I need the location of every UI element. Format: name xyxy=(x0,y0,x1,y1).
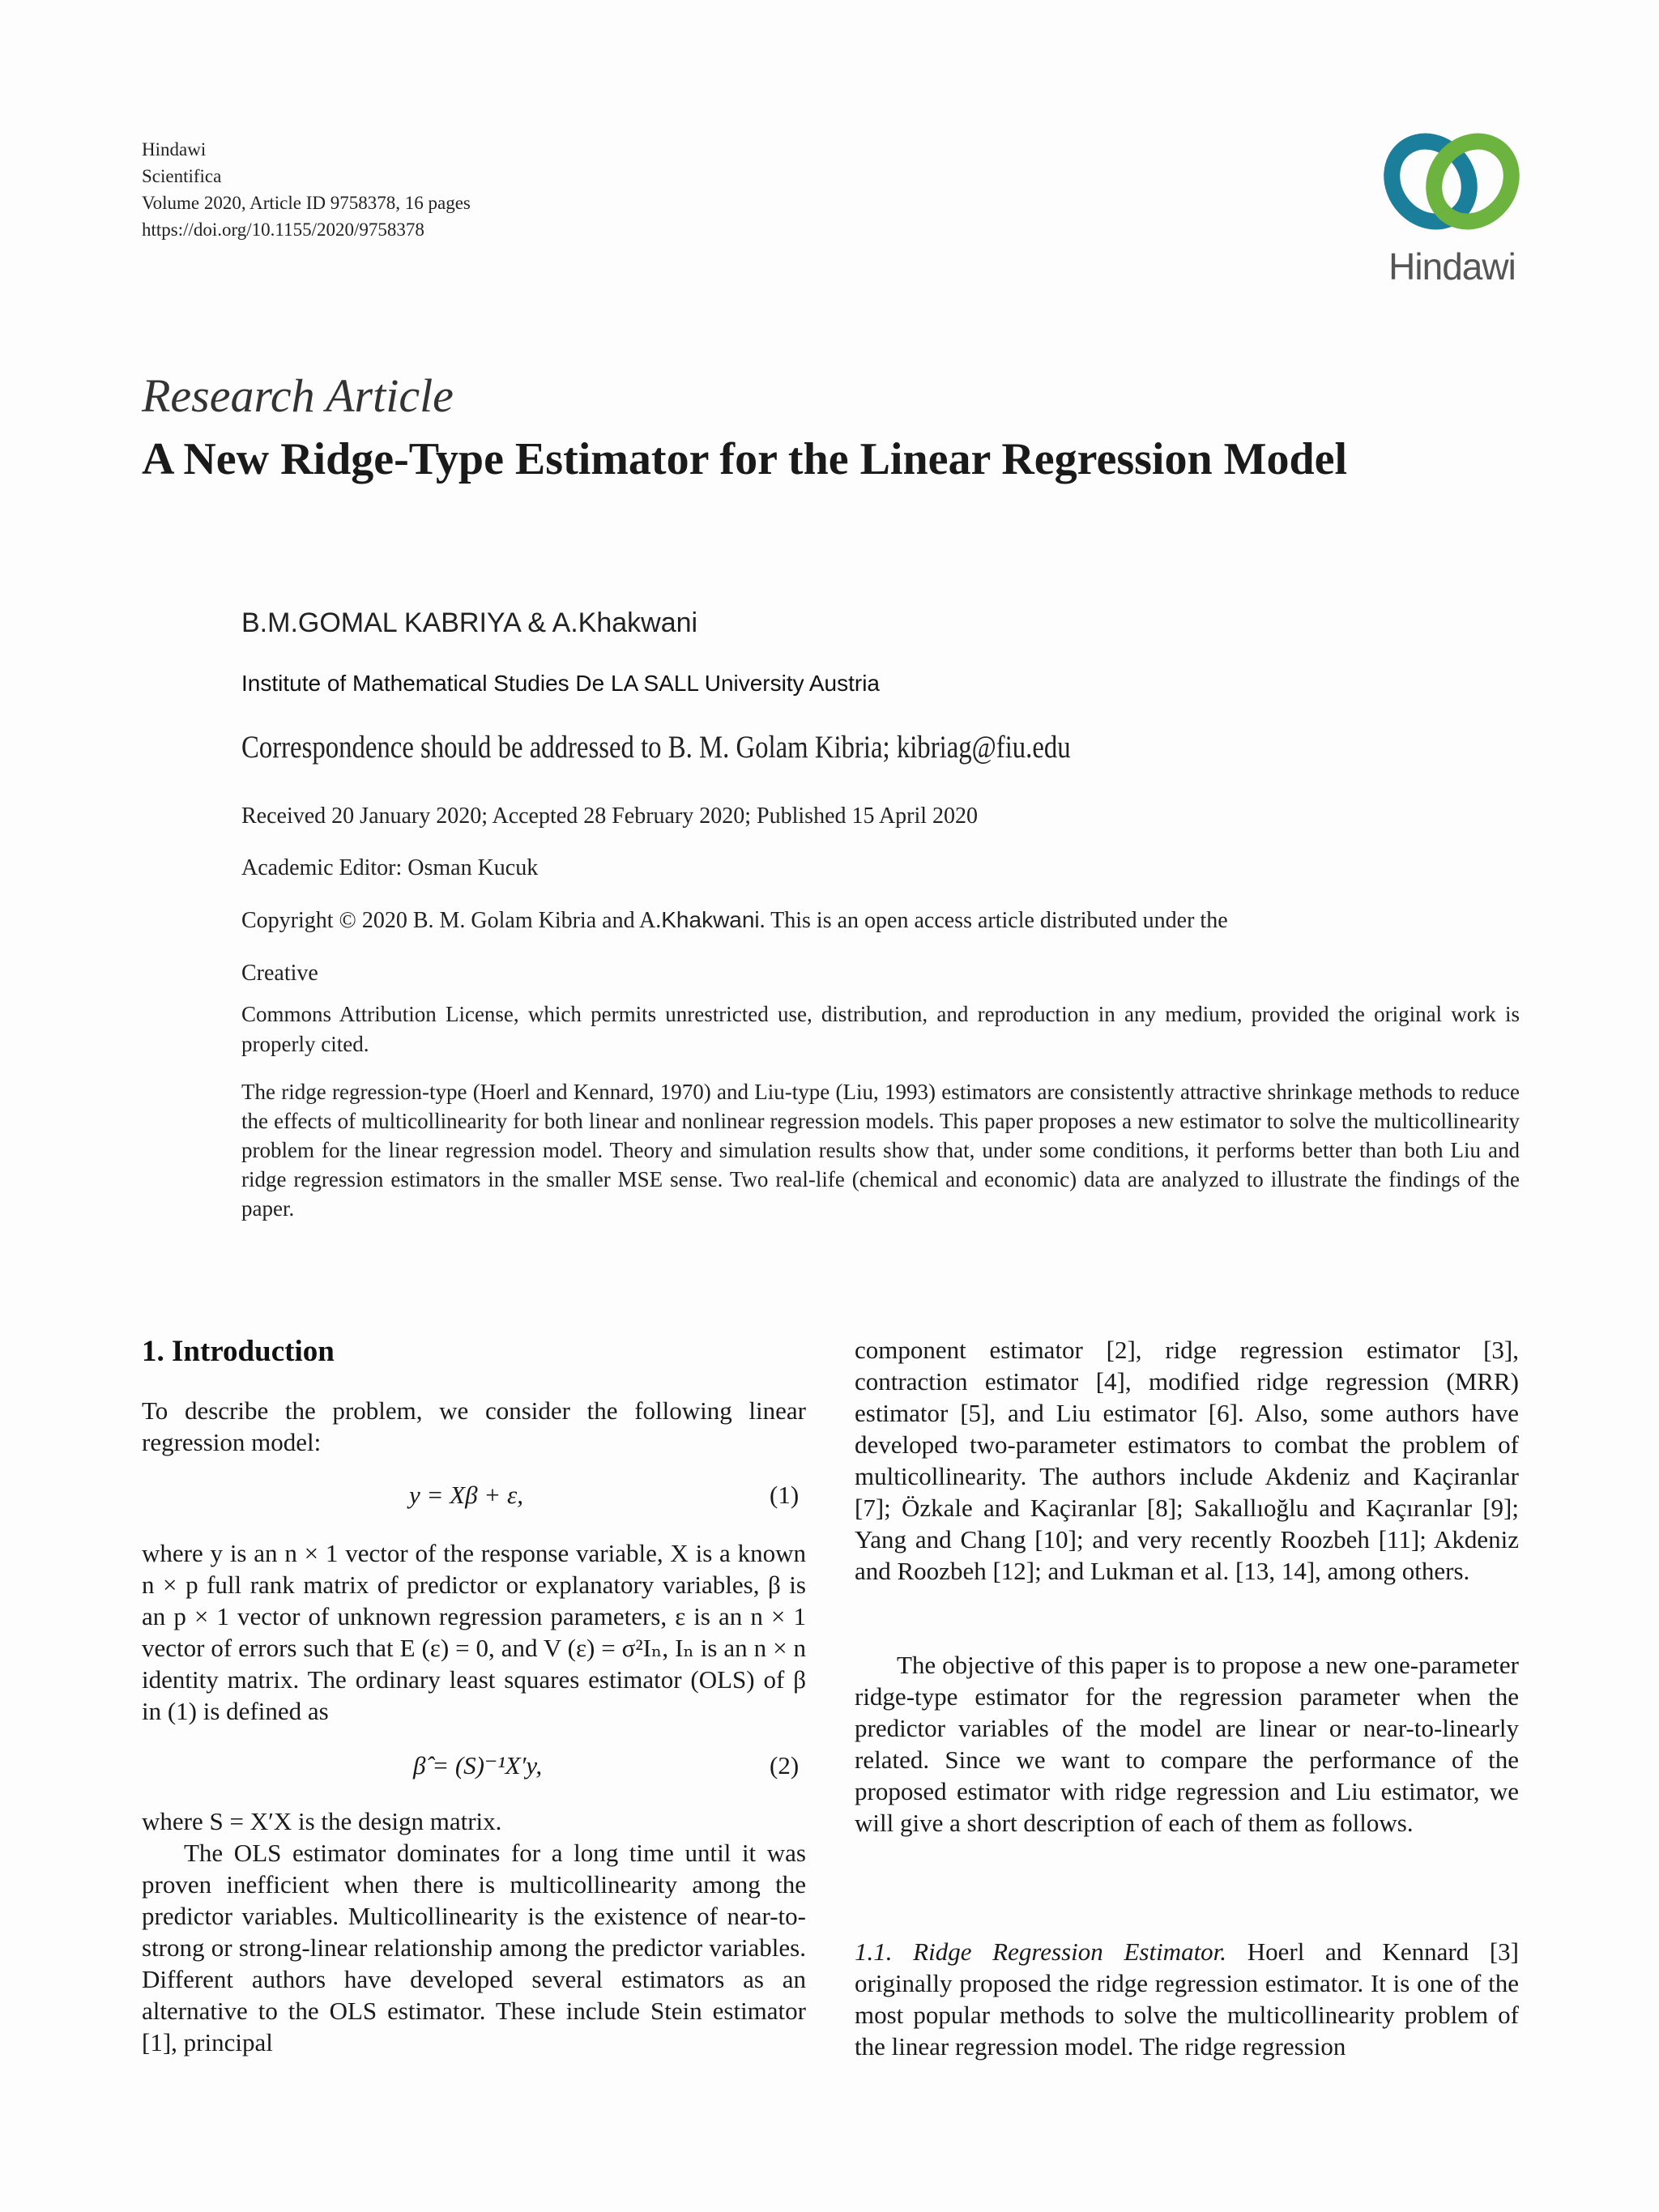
copyright-part-2: Khakwani xyxy=(661,907,760,932)
hindawi-logo-icon xyxy=(1377,131,1527,245)
section-heading-introduction: 1. Introduction xyxy=(142,1335,335,1368)
volume-info: Volume 2020, Article ID 9758378, 16 pages xyxy=(142,193,471,213)
paper-title: A New Ridge-Type Estimator for the Linear Regression Model xyxy=(142,434,1348,484)
abstract: The ridge regression-type (Hoerl and Kennard, 1970) and Liu-type (Liu, 1993) estimators are consistently attractive shrinkage methods to reduce the effects of multicollinearity for both linear and nonlinear regression models. This paper proposes a new estimator to solve the multicollinearity problem for the linear regression model. Theory and simulation results show that, under some conditions, it performs better than both Liu and ridge regression estimators in the smaller MSE sense. Two real-life (chemical and economic) data are analyzed to illustrate the findings of the paper. xyxy=(241,1080,1520,1221)
equation-1-number: (1) xyxy=(770,1481,800,1509)
logo-wordmark: Hindawi xyxy=(1388,245,1516,288)
copyright-part-1: Copyright © 2020 B. M. Golam Kibria and A. xyxy=(241,908,662,933)
intro-paragraph-4: The OLS estimator dominates for a long time until it was proven inefficient when there is multicollinearity among the predictor variables. Multicollinearity is the existence of near-to-strong or strong-linear relationship among the predictor variables. Different authors have developed several estimators as an alternative to the OLS estimator. These include Stein estimator [1], principal xyxy=(142,1839,806,2056)
subsection-ridge-regression xyxy=(855,1936,1519,2062)
publisher-name: Hindawi xyxy=(142,139,207,160)
equation-2-number: (2) xyxy=(770,1751,800,1779)
license-creative: Creative xyxy=(241,961,318,986)
article-type: Research Article xyxy=(142,369,454,422)
intro-paragraph-2: where y is an n × 1 vector of the response variable, X is a known n × p full rank matrix of predictor or explanatory variables, β is an p × 1 vector of unknown regression parameters, ε is an n × 1 vector of errors such that E (ε) = 0, and V (ε) = σ²Iₙ, Iₙ is an n × n identity matrix. The ordinary least squares estimator (OLS) of β in (1) is defined as xyxy=(142,1539,806,1725)
copyright-part-3: . This is an open access article distributed under the xyxy=(759,908,1228,933)
journal-name: Scientifica xyxy=(142,166,222,186)
journal-info xyxy=(142,136,471,243)
authors: B.M.GOMAL KABRIYA & A.Khakwani xyxy=(241,607,698,638)
doi-link[interactable]: https://doi.org/10.1155/2020/9758378 xyxy=(142,219,424,240)
affiliation: Institute of Mathematical Studies De LA SALL University Austria xyxy=(241,671,881,696)
equation-1: y = Xβ + ε, xyxy=(409,1481,523,1509)
academic-editor: Academic Editor: Osman Kucuk xyxy=(241,855,539,880)
copyright-notice xyxy=(241,907,1520,934)
intro-paragraph-5: component estimator [2], ridge regression estimator [3], contraction estimator [4], modified ridge regression (MRR) estimator [5], and Liu estimator [6]. Also, some authors have developed two-parameter estimators to combat the problem of multicollinearity. The authors include Akdeniz and Kaçiranlar [7]; Özkale and Kaçiranlar [8]; Sakallıoğlu and Kaçıranlar [9]; Yang and Chang [10]; and very recently Roozbeh [11]; Akdeniz and Roozbeh [12]; and Lukman et al. [13, 14], among others. xyxy=(855,1336,1519,1585)
intro-paragraph-3: where S = X′X is the design matrix. xyxy=(142,1807,502,1835)
hindawi-logo xyxy=(1377,131,1527,288)
publication-dates: Received 20 January 2020; Accepted 28 February 2020; Published 15 April 2020 xyxy=(241,803,979,829)
equation-2: β̂ = (S)⁻¹X′y, xyxy=(413,1751,543,1779)
correspondence: Correspondence should be addressed to B. M. Golam Kibria; kibriag@fiu.edu xyxy=(241,730,1071,765)
intro-paragraph-6: The objective of this paper is to propose a new one-parameter ridge-type estimator for the regression parameter when the predictor variables of the model are linear or near-to-linearly related. Since we want to compare the performance of the proposed estimator with ridge regression and Liu estimator, we will give a short description of each of them as follows. xyxy=(855,1651,1519,1837)
intro-paragraph-1: To describe the problem, we consider the following linear regression model: xyxy=(142,1396,806,1456)
subsection-text: Hoerl and Kennard [3] originally proposed the ridge regression estimator. It is one of the most popular methods to solve the multicollinearity problem of the linear regression model. The ridge regression xyxy=(855,1937,1520,2061)
subsection-title: 1.1. Ridge Regression Estimator. xyxy=(855,1937,1227,1966)
license-text: Commons Attribution License, which permits unrestricted use, distribution, and reproduction in any medium, provided the original work is properly cited. xyxy=(241,1002,1520,1056)
